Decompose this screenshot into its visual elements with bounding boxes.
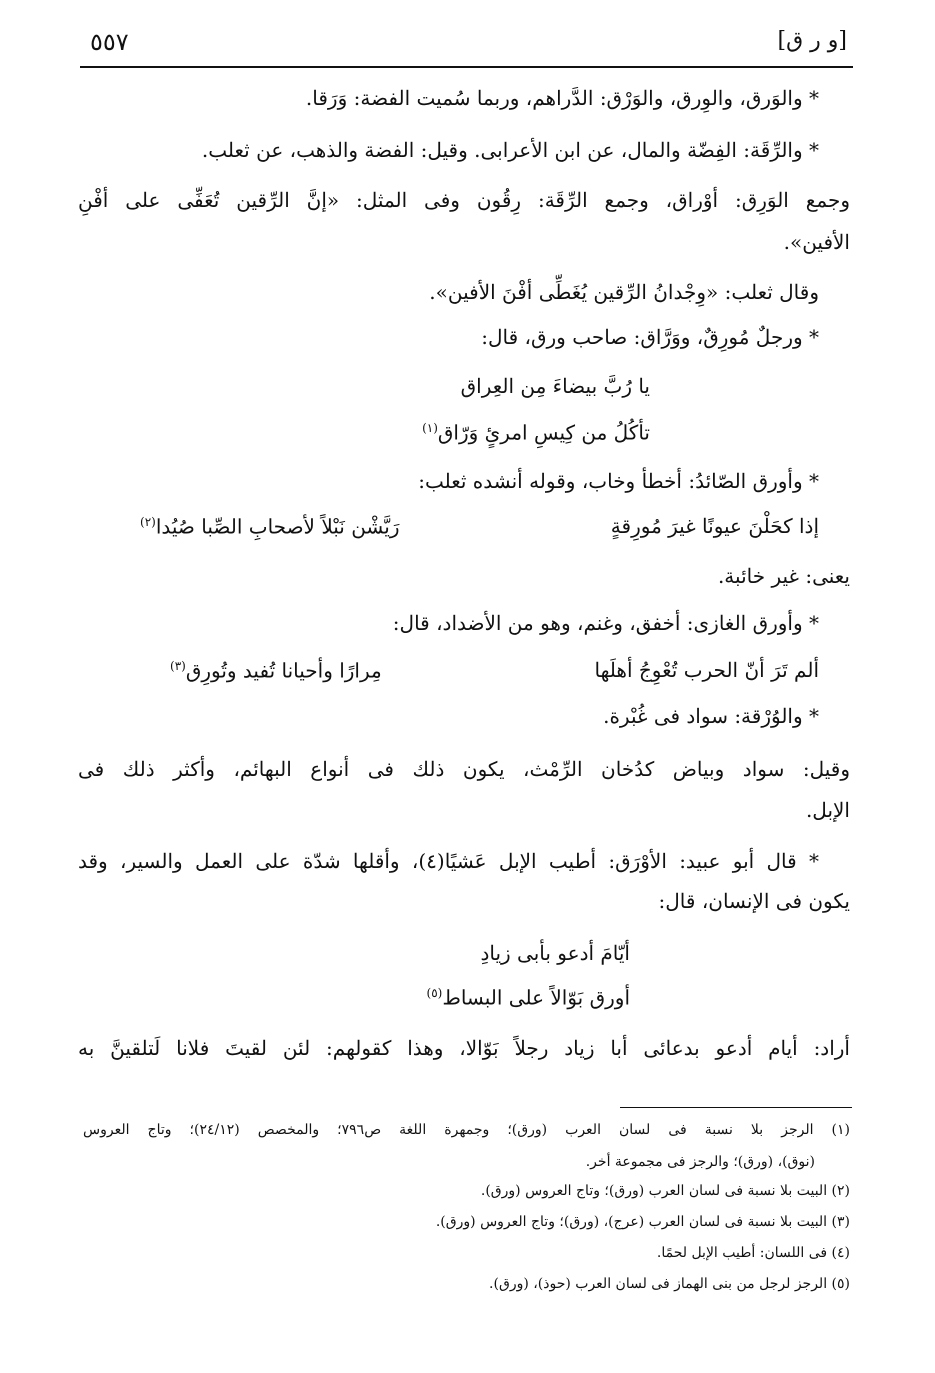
footnote-ref: (٣) (170, 659, 186, 673)
entry-line: الأفين». (783, 230, 850, 254)
entry-line: أراد: أيام أدعو بدعائى أبا زياد رجلاً بَوّالا، وهذا كقولهم: لئن لقيتَ فلانا لَتلقينَّ به (78, 1036, 850, 1060)
footnote-rule (620, 1107, 852, 1108)
entry-line: * والوُرْقة: سواد فى غُبْرة. (603, 704, 819, 728)
footnote-ref: (١) (422, 421, 438, 435)
entry-line: * قال أبو عبيد: الأوْرَق: أطيب الإبل عَشيًا(٤)، وأقلها شدّة على العمل والسير، وقد (78, 849, 819, 873)
entry-line: * وأورق الصّائدُ: أخطأ وخاب، وقوله أنشده ثعلب: (418, 469, 819, 493)
entry-line: وجمع الوَرِق: أوْراق، وجمع الرِّقَة: رِقُون وفى المثل: «إنَّ الرِّقين تُعَفِّى على أفْنِ (78, 188, 850, 212)
verse-hemistich-right: إذا كحَلْنَ عيونًا غيرَ مُورِقةٍ (610, 514, 819, 538)
footnote-continuation: (نوق)، (ورق)؛ والرجز فى مجموعة أخر. (585, 1154, 815, 1170)
entry-line: وقيل: سواد وبياض كدُخان الرِّمْث، يكون ذلك فى أنواع البهائم، وأكثر ذلك فى (78, 757, 850, 781)
entry-line: يكون فى الإنسان، قال: (658, 889, 850, 913)
footnote-ref: (٥) (426, 986, 443, 1000)
footnote: (٢) البيت بلا نسبة فى لسان العرب (ورق)؛ وتاج العروس (ورق). (480, 1183, 850, 1199)
entry-line: وقال ثعلب: «وِجْدانُ الرِّقين يُغَطِّى أفْنَ الأفين». (429, 280, 819, 304)
footnote-ref: (٢) (140, 515, 156, 529)
entry-line: * وأورق الغازى: أخفق، وغنم، وهو من الأضداد، قال: (392, 611, 819, 635)
verse-hemistich-left: رَيَّشْن نَبْلاً لأصحابِ الصِّبا صُيُدا$^{(٢)}$ (140, 514, 400, 539)
entry-line: * ورجلٌ مُورِقٌ، ووَرَّاق: صاحب ورق، قال: (481, 325, 819, 349)
header-rule (80, 66, 853, 68)
entry-line: * والرِّقَة: الفِضّة والمال، عن ابن الأعرابى. وقيل: الفضة والذهب، عن ثعلب. (201, 138, 819, 162)
verse-line: يا رُبَّ بيضاءَ مِن العِراق (460, 374, 650, 398)
entry-line: الإبل. (805, 798, 850, 822)
footnote: (١) الرجز بلا نسبة فى لسان العرب (ورق)؛ وجمهرة اللغة ص٧٩٦؛ والمخصص (٢٤/١٢)؛ وتاج العروس (83, 1122, 851, 1138)
page-number: ٥٥٧ (90, 28, 129, 56)
entry-line: * والوَرق، والوِرق، والوَرْق: الدَّراهم، وربما سُميت الفضة: وَرَقا. (305, 86, 819, 110)
running-header-root: [و ر ق] (777, 28, 847, 53)
entry-line: يعنى: غير خائبة. (717, 564, 850, 588)
verse-line: تأكُلُ من كِيسِ امرئٍ وَرّاق$^{(١)}$ (422, 420, 650, 445)
verse-line: أيّامَ أدعو بأبى زيادِ (480, 941, 630, 965)
verse-line: أورق بَوّالاً على البساط$^{(٥)}$ (426, 985, 630, 1010)
footnote: (٥) الرجز لرجل من بنى الهماز فى لسان العرب (حوذ)، (ورق). (489, 1276, 850, 1292)
footnote: (٣) البيت بلا نسبة فى لسان العرب (عرج)، (ورق)؛ وتاج العروس (ورق). (435, 1214, 850, 1230)
verse-hemistich-right: ألم تَرَ أنّ الحرب تُعْوِجُ أهلَها (594, 658, 819, 682)
verse-hemistich-left: مِرارًا وأحيانا تُفيد وتُورِق$^{(٣)}$ (170, 658, 382, 683)
footnote: (٤) فى اللسان: أطيب الإبل لحمًا. (656, 1245, 850, 1261)
